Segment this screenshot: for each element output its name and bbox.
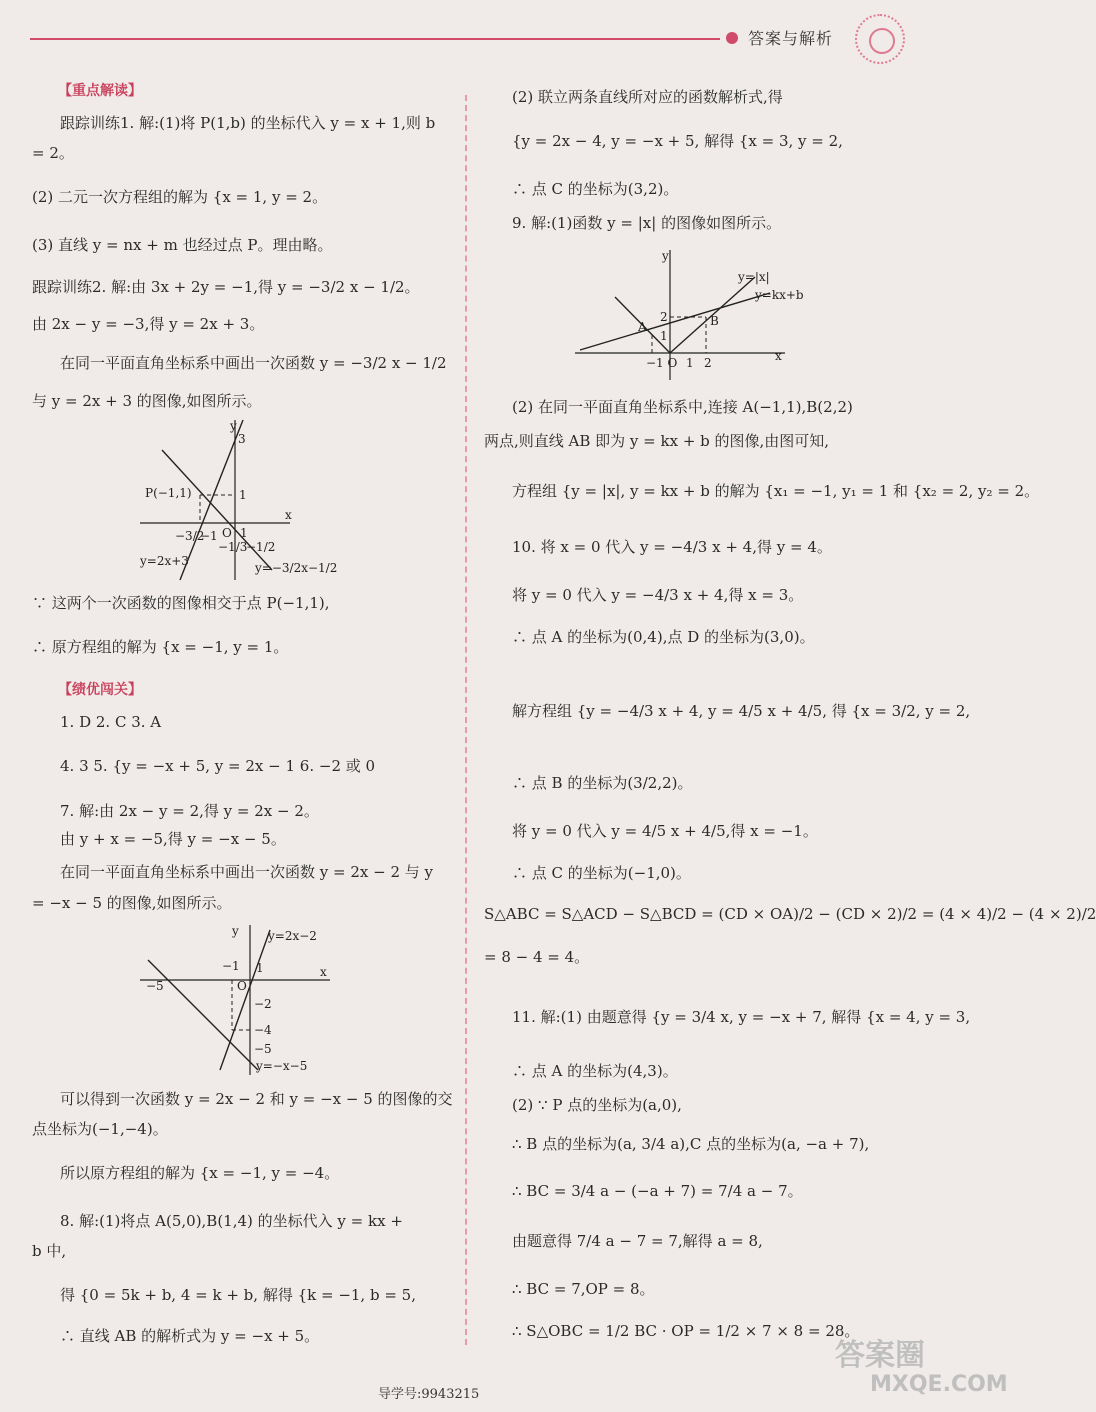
tick-label: 3	[238, 432, 246, 446]
tick-label: −1 O	[646, 356, 678, 370]
point-b-label: B	[710, 314, 719, 328]
text-line: 7. 解:由 2x − y = 2,得 y = 2x − 2。	[60, 802, 319, 820]
text-line: 可以得到一次函数 y = 2x − 2 和 y = −x − 5 的图像的交	[60, 1090, 453, 1108]
text-line: (2) 在同一平面直角坐标系中,连接 A(−1,1),B(2,2)	[512, 398, 853, 416]
figure-graph-3	[570, 245, 820, 385]
watermark-logo: 答案圈	[835, 1338, 925, 1373]
line-2x-plus-3	[180, 420, 243, 580]
text-line: ∴ 点 C 的坐标为(−1,0)。	[512, 864, 691, 882]
tick-label: −1	[222, 959, 240, 973]
point-a-label: A	[638, 320, 647, 334]
y-axis-label: y	[662, 249, 669, 263]
text-line: ∵ 这两个一次函数的图像相交于点 P(−1,1),	[32, 594, 330, 612]
text-line: 跟踪训练1. 解:(1)将 P(1,b) 的坐标代入 y = x + 1,则 b	[60, 114, 436, 132]
text-line: ∴ BC = 3/4 a − (−a + 7) = 7/4 a − 7。	[512, 1182, 803, 1200]
text-line: 将 y = 0 代入 y = 4/5 x + 4/5,得 x = −1。	[512, 822, 818, 840]
text-line: ∴ 点 B 的坐标为(3/2,2)。	[512, 774, 693, 792]
text-line: 11. 解:(1) 由题意得 {y = 3/4 x, y = −x + 7, 解得 {x = 4, y = 3,	[512, 1008, 971, 1026]
tick-label: 1	[239, 488, 247, 502]
tick-label: −5	[254, 1042, 272, 1056]
line-label: y=−3/2x−1/2	[255, 561, 338, 575]
text-line: 将 y = 0 代入 y = −4/3 x + 4,得 x = 3。	[512, 586, 804, 604]
tick-label: 1	[256, 961, 264, 975]
text-line: 与 y = 2x + 3 的图像,如图所示。	[32, 392, 262, 410]
tick-label: 2	[704, 356, 712, 370]
text-line: b 中,	[32, 1242, 67, 1260]
x-axis-label: x	[320, 965, 327, 979]
tick-label: −1/2	[246, 540, 276, 554]
text-line: (2) ∵ P 点的坐标为(a,0),	[512, 1096, 682, 1114]
line-neg-x-minus-5	[148, 960, 258, 1070]
section-heading-excellence: 【绩优闯关】	[58, 682, 142, 698]
text-line: 由题意得 7/4 a − 7 = 7,解得 a = 8,	[512, 1232, 763, 1250]
line-label: y=2x−2	[268, 929, 317, 943]
tick-label: 1	[686, 356, 694, 370]
tick-label: 1	[240, 526, 248, 540]
text-line: = −x − 5 的图像,如图所示。	[32, 894, 232, 912]
tick-label: −1/3	[218, 540, 248, 554]
line-label: y=kx+b	[755, 288, 804, 302]
text-line: S△ABC = S△ACD − S△BCD = (CD × OA)/2 − (CD × 2)/2 = (4 × 4)/2 − (4 × 2)/2	[484, 905, 1096, 923]
text-line: ∴ S△OBC = 1/2 BC · OP = 1/2 × 7 × 8 = 28。	[512, 1322, 860, 1340]
header-title: 答案与解析	[748, 29, 834, 48]
text-line: 1. D 2. C 3. A	[60, 713, 162, 731]
text-line: 所以原方程组的解为 {x = −1, y = −4。	[60, 1164, 340, 1182]
tick-label: −5	[146, 979, 164, 993]
text-line: 由 2x − y = −3,得 y = 2x + 3。	[32, 315, 265, 333]
text-line: 在同一平面直角坐标系中画出一次函数 y = 2x − 2 与 y	[60, 863, 434, 881]
text-line: 4. 3 5. {y = −x + 5, y = 2x − 1 6. −2 或 0	[60, 757, 376, 775]
text-line: ∴ 点 C 的坐标为(3,2)。	[512, 180, 679, 198]
text-line: (3) 直线 y = nx + m 也经过点 P。理由略。	[32, 236, 333, 254]
text-line: ∴ 点 A 的坐标为(0,4),点 D 的坐标为(3,0)。	[512, 628, 815, 646]
y-axis-label: y	[232, 924, 239, 938]
text-line: 两点,则直线 AB 即为 y = kx + b 的图像,由图可知,	[484, 432, 830, 450]
text-line: = 2。	[32, 144, 74, 162]
text-line: ∴ 点 A 的坐标为(4,3)。	[512, 1062, 678, 1080]
text-line: {y = 2x − 4, y = −x + 5, 解得 {x = 3, y = 2,	[512, 132, 843, 150]
point-p-label: P(−1,1)	[145, 486, 192, 500]
text-line: 点坐标为(−1,−4)。	[32, 1120, 168, 1138]
header-ornament-icon	[855, 14, 905, 64]
y-axis-label: y	[230, 419, 237, 433]
watermark-url: MXQE.COM	[870, 1372, 1008, 1397]
text-line: 在同一平面直角坐标系中画出一次函数 y = −3/2 x − 1/2	[60, 354, 447, 372]
tick-label: −2	[254, 997, 272, 1011]
line-label: y=2x+3	[140, 554, 189, 568]
text-line: 跟踪训练2. 解:由 3x + 2y = −1,得 y = −3/2 x − 1/2。	[32, 278, 420, 296]
text-line: = 8 − 4 = 4。	[484, 948, 590, 966]
section-heading-key: 【重点解读】	[58, 83, 142, 99]
text-line: 得 {0 = 5k + b, 4 = k + b, 解得 {k = −1, b = 5,	[60, 1286, 416, 1304]
text-line: 8. 解:(1)将点 A(5,0),B(1,4) 的坐标代入 y = kx +	[60, 1212, 403, 1230]
text-line: 10. 将 x = 0 代入 y = −4/3 x + 4,得 y = 4。	[512, 538, 832, 556]
text-line: ∴ B 点的坐标为(a, 3/4 a),C 点的坐标为(a, −a + 7),	[512, 1135, 870, 1153]
text-line: 由 y + x = −5,得 y = −x − 5。	[60, 830, 286, 848]
figure-graph-2	[140, 920, 340, 1080]
x-axis-label: x	[285, 508, 292, 522]
tick-label: −3/2	[175, 529, 205, 543]
text-line: 解方程组 {y = −4/3 x + 4, y = 4/5 x + 4/5, 得 {x = 3/2, y = 2,	[512, 702, 971, 720]
text-line: (2) 联立两条直线所对应的函数解析式,得	[512, 88, 783, 106]
text-line: 9. 解:(1)函数 y = |x| 的图像如图所示。	[512, 214, 782, 232]
column-divider	[465, 95, 467, 1345]
text-line: 方程组 {y = |x|, y = kx + b 的解为 {x₁ = −1, y₁ = 1 和 {x₂ = 2, y₂ = 2。	[512, 482, 1040, 500]
tick-label: −1	[200, 529, 218, 543]
header-rule	[30, 38, 720, 40]
text-line: ∴ BC = 7,OP = 8。	[512, 1280, 655, 1298]
origin-label: O	[237, 979, 247, 993]
tick-label: 1	[660, 329, 668, 343]
footer-guide-number: 导学号:9943215	[378, 1387, 480, 1402]
origin-label: O	[222, 526, 232, 540]
tick-label: −4	[254, 1023, 272, 1037]
header-dot-icon	[726, 32, 738, 44]
text-line: (2) 二元一次方程组的解为 {x = 1, y = 2。	[32, 188, 328, 206]
line-kx-plus-b	[580, 293, 770, 350]
tick-label: 2	[660, 310, 668, 324]
x-axis-label: x	[775, 349, 782, 363]
text-line: ∴ 直线 AB 的解析式为 y = −x + 5。	[60, 1327, 320, 1345]
text-line: ∴ 原方程组的解为 {x = −1, y = 1。	[32, 638, 289, 656]
line-label: y=−x−5	[256, 1059, 308, 1073]
figure-graph-1	[140, 415, 340, 585]
line-label: y=|x|	[738, 270, 770, 284]
